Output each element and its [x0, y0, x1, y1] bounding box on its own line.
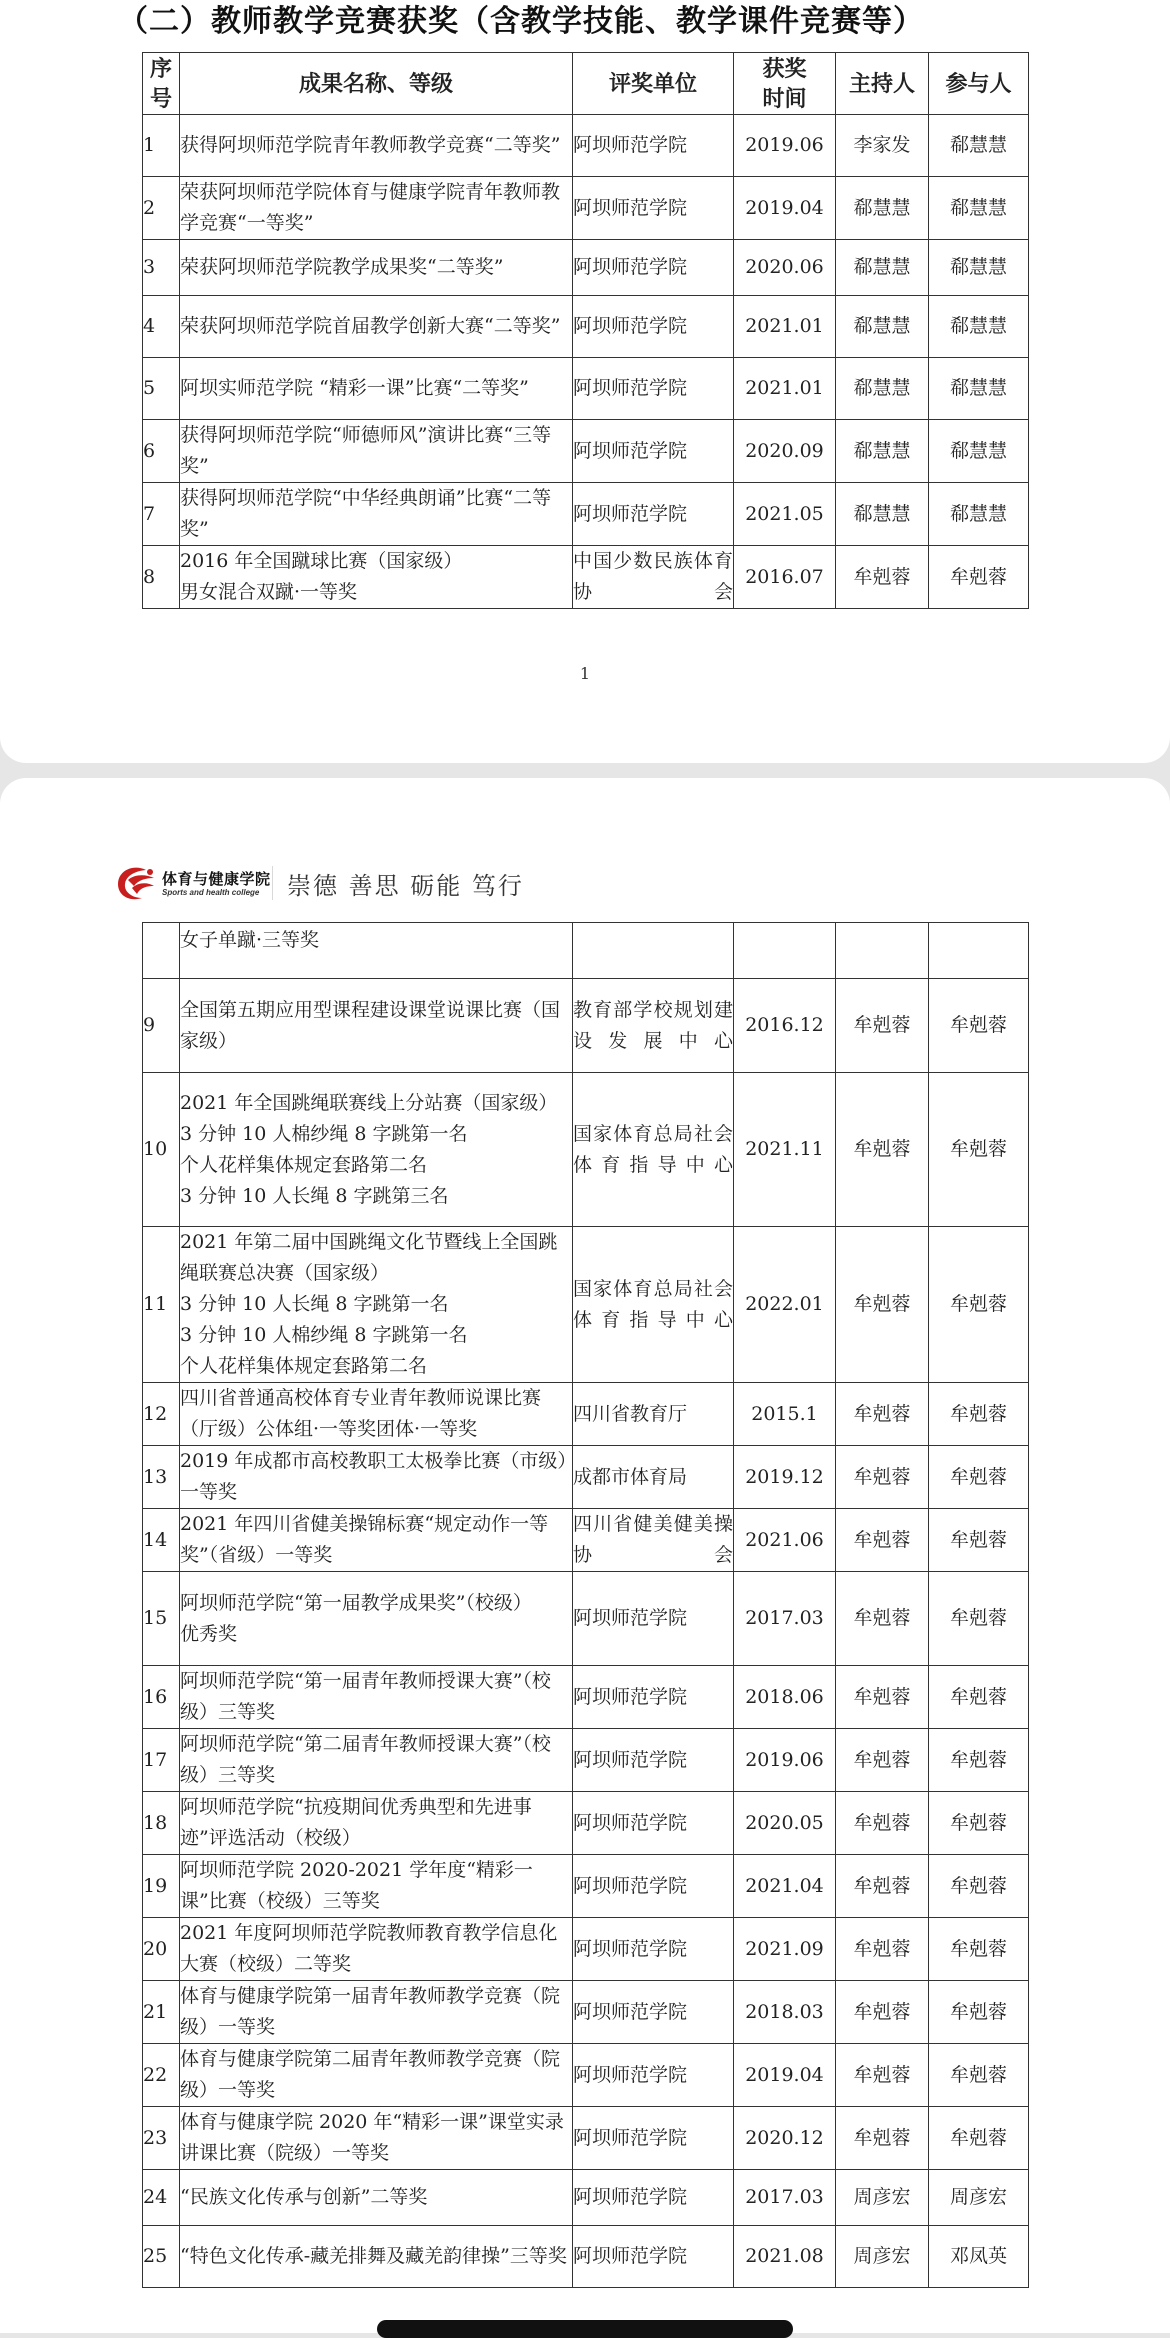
- cell-name: 2021 年全国跳绳联赛线上分站赛（国家级） 3 分钟 10 人棉纱绳 8 字跳第一名 个人花样集体规定套路第二名 3 分钟 10 人长绳 8 字跳第三名: [180, 1073, 573, 1227]
- cell-unit: 阿坝师范学院: [573, 1981, 734, 2044]
- table-header-row: [143, 53, 1029, 115]
- logo-text: 体育与健康学院: [162, 870, 271, 888]
- cell-time: 2021.01: [734, 296, 836, 358]
- cell-unit: 阿坝师范学院: [573, 1855, 734, 1918]
- cell-participant: 牟剋蓉: [929, 1227, 1029, 1383]
- page-number: 1: [579, 664, 591, 683]
- table-row: [143, 177, 1029, 240]
- cell-name: 阿坝师范学院“抗疫期间优秀典型和先进事迹”评选活动（校级）: [180, 1792, 573, 1855]
- cell-name: 荣获阿坝师范学院首届教学创新大赛“二等奖”: [180, 296, 573, 358]
- cell-participant: 牟剋蓉: [929, 1383, 1029, 1446]
- cell-no: 21: [143, 1981, 180, 2044]
- cell-no: 11: [143, 1227, 180, 1383]
- table-row: [143, 483, 1029, 546]
- cell-host: [836, 923, 929, 979]
- cell-unit: 阿坝师范学院: [573, 483, 734, 546]
- table-row: [143, 1073, 1029, 1227]
- table-row: [143, 420, 1029, 483]
- cell-host: 郗慧慧: [836, 420, 929, 483]
- cell-unit: 阿坝师范学院: [573, 420, 734, 483]
- table-row: [143, 240, 1029, 296]
- section-title: （二）教师教学竞赛获奖（含教学技能、教学课件竞赛等）: [118, 4, 924, 39]
- awards-table-page-1: [142, 52, 1029, 609]
- cell-time: 2021.06: [734, 1509, 836, 1572]
- cell-host: 周彦宏: [836, 2226, 929, 2288]
- cell-name: 2019 年成都市高校教职工太极拳比赛（市级）一等奖: [180, 1446, 573, 1509]
- table-row: [143, 1572, 1029, 1666]
- cell-name: 阿坝师范学院“第一届青年教师授课大赛”（校级）三等奖: [180, 1666, 573, 1729]
- college-motto: 崇德 善思 砺能 笃行: [287, 872, 524, 900]
- cell-time: 2016.07: [734, 546, 836, 609]
- cell-host: 郗慧慧: [836, 296, 929, 358]
- cell-no: 17: [143, 1729, 180, 1792]
- cell-participant: 郗慧慧: [929, 240, 1029, 296]
- cell-time: 2020.12: [734, 2107, 836, 2170]
- table-row: [143, 1792, 1029, 1855]
- cell-unit: 阿坝师范学院: [573, 2044, 734, 2107]
- cell-unit: 四川省健美健美操协会: [573, 1509, 734, 1572]
- cell-no: 18: [143, 1792, 180, 1855]
- cell-participant: 牟剋蓉: [929, 1729, 1029, 1792]
- cell-host: 牟剋蓉: [836, 1981, 929, 2044]
- cell-name: 获得阿坝师范学院“师德师风”演讲比赛“三等奖”: [180, 420, 573, 483]
- college-logo: [112, 862, 271, 906]
- cell-time: 2019.12: [734, 1446, 836, 1509]
- cell-unit: 中国少数民族体育协会: [573, 546, 734, 609]
- cell-name: 荣获阿坝师范学院教学成果奖“二等奖”: [180, 240, 573, 296]
- cell-participant: [929, 923, 1029, 979]
- cell-unit: 阿坝师范学院: [573, 1572, 734, 1666]
- cell-unit: 阿坝师范学院: [573, 1792, 734, 1855]
- cell-no: 9: [143, 979, 180, 1073]
- cell-name: 女子单蹴·三等奖: [180, 923, 573, 979]
- header-participant: 参与人: [929, 53, 1029, 115]
- header-divider: [272, 866, 273, 900]
- cell-name: 2021 年第二届中国跳绳文化节暨线上全国跳绳联赛总决赛（国家级） 3 分钟 10 人长绳 8 字跳第一名 3 分钟 10 人棉纱绳 8 字跳第一名 个人花样集体规定套路第二名: [180, 1227, 573, 1383]
- cell-no: 10: [143, 1073, 180, 1227]
- cell-participant: 牟剋蓉: [929, 1073, 1029, 1227]
- table-row: [143, 1918, 1029, 1981]
- logo-subtitle: Sports and health college: [162, 888, 260, 897]
- cell-host: 李家发: [836, 115, 929, 177]
- cell-host: 郗慧慧: [836, 483, 929, 546]
- table-row: [143, 115, 1029, 177]
- cell-no: 4: [143, 296, 180, 358]
- cell-no: 5: [143, 358, 180, 420]
- document-page-1: [0, 0, 1170, 763]
- cell-participant: 牟剋蓉: [929, 1855, 1029, 1918]
- cell-name: 获得阿坝师范学院青年教师教学竞赛“二等奖”: [180, 115, 573, 177]
- cell-participant: 牟剋蓉: [929, 1509, 1029, 1572]
- cell-no: 23: [143, 2107, 180, 2170]
- cell-no: 1: [143, 115, 180, 177]
- cell-time: [734, 923, 836, 979]
- table-row-continuation: [143, 923, 1029, 979]
- table-row: [143, 1855, 1029, 1918]
- cell-host: 牟剋蓉: [836, 1227, 929, 1383]
- cell-participant: 郗慧慧: [929, 483, 1029, 546]
- table-row: [143, 1666, 1029, 1729]
- cell-unit: 成都市体育局: [573, 1446, 734, 1509]
- cell-no: [143, 923, 180, 979]
- table-row: [143, 2107, 1029, 2170]
- table-row: [143, 546, 1029, 609]
- cell-time: 2021.04: [734, 1855, 836, 1918]
- cell-participant: 牟剋蓉: [929, 2107, 1029, 2170]
- cell-participant: 牟剋蓉: [929, 1981, 1029, 2044]
- cell-name: 四川省普通高校体育专业青年教师说课比赛（厅级）公体组·一等奖团体·一等奖: [180, 1383, 573, 1446]
- cell-participant: 郗慧慧: [929, 177, 1029, 240]
- cell-time: 2017.03: [734, 2170, 836, 2226]
- cell-name: 2021 年四川省健美操锦标赛“规定动作一等奖”（省级）一等奖: [180, 1509, 573, 1572]
- cell-participant: 牟剋蓉: [929, 546, 1029, 609]
- cell-unit: 阿坝师范学院: [573, 2226, 734, 2288]
- cell-unit: 阿坝师范学院: [573, 1729, 734, 1792]
- table-row: [143, 1509, 1029, 1572]
- cell-no: 22: [143, 2044, 180, 2107]
- cell-name: 获得阿坝师范学院“中华经典朗诵”比赛“二等奖”: [180, 483, 573, 546]
- cell-time: 2016.12: [734, 979, 836, 1073]
- header-time: 获奖 时间: [734, 53, 836, 115]
- cell-participant: 郗慧慧: [929, 296, 1029, 358]
- cell-unit: 四川省教育厅: [573, 1383, 734, 1446]
- cell-time: 2021.11: [734, 1073, 836, 1227]
- cell-participant: 牟剋蓉: [929, 2044, 1029, 2107]
- table-row: [143, 2226, 1029, 2288]
- cell-name: 荣获阿坝师范学院体育与健康学院青年教师教学竞赛“一等奖”: [180, 177, 573, 240]
- cell-name: 2021 年度阿坝师范学院教师教育教学信息化大赛（校级）二等奖: [180, 1918, 573, 1981]
- cell-participant: 郗慧慧: [929, 420, 1029, 483]
- cell-time: 2018.06: [734, 1666, 836, 1729]
- cell-time: 2019.06: [734, 1729, 836, 1792]
- cell-name: “特色文化传承-藏羌排舞及藏羌韵律操”三等奖: [180, 2226, 573, 2288]
- cell-no: 12: [143, 1383, 180, 1446]
- cell-no: 13: [143, 1446, 180, 1509]
- cell-participant: 周彦宏: [929, 2170, 1029, 2226]
- awards-table-page-2: [142, 922, 1029, 2288]
- cell-name: 体育与健康学院 2020 年“精彩一课”课堂实录讲课比赛（院级）一等奖: [180, 2107, 573, 2170]
- cell-participant: 牟剋蓉: [929, 1792, 1029, 1855]
- cell-no: 3: [143, 240, 180, 296]
- cell-unit: 国家体育总局社会体育指导中心: [573, 1073, 734, 1227]
- cell-host: 牟剋蓉: [836, 1073, 929, 1227]
- cell-unit: 阿坝师范学院: [573, 1666, 734, 1729]
- header-host: 主持人: [836, 53, 929, 115]
- cell-host: 牟剋蓉: [836, 1666, 929, 1729]
- cell-name: 阿坝实师范学院 “精彩一课”比赛“二等奖”: [180, 358, 573, 420]
- cell-host: 牟剋蓉: [836, 2107, 929, 2170]
- cell-unit: 阿坝师范学院: [573, 358, 734, 420]
- cell-host: 牟剋蓉: [836, 1446, 929, 1509]
- cell-unit: 阿坝师范学院: [573, 2170, 734, 2226]
- cell-unit: 国家体育总局社会体育指导中心: [573, 1227, 734, 1383]
- table-row: [143, 1446, 1029, 1509]
- cell-unit: [573, 923, 734, 979]
- cell-name: 全国第五期应用型课程建设课堂说课比赛（国家级）: [180, 979, 573, 1073]
- cell-name: “民族文化传承与创新”二等奖: [180, 2170, 573, 2226]
- cell-time: 2022.01: [734, 1227, 836, 1383]
- cell-name: 体育与健康学院第一届青年教师教学竞赛（院级）一等奖: [180, 1981, 573, 2044]
- cell-name: 阿坝师范学院“第二届青年教师授课大赛”（校级）三等奖: [180, 1729, 573, 1792]
- cell-no: 19: [143, 1855, 180, 1918]
- cell-participant: 郗慧慧: [929, 115, 1029, 177]
- college-emblem-icon: [112, 864, 160, 904]
- cell-time: 2018.03: [734, 1981, 836, 2044]
- cell-participant: 牟剋蓉: [929, 979, 1029, 1073]
- header-unit: 评奖单位: [573, 53, 734, 115]
- cell-host: 郗慧慧: [836, 358, 929, 420]
- cell-no: 2: [143, 177, 180, 240]
- cell-host: 郗慧慧: [836, 240, 929, 296]
- cell-participant: 邓凤英: [929, 2226, 1029, 2288]
- cell-time: 2019.04: [734, 177, 836, 240]
- cell-time: 2020.06: [734, 240, 836, 296]
- table-row: [143, 1729, 1029, 1792]
- home-indicator[interactable]: [377, 2320, 793, 2338]
- cell-no: 16: [143, 1666, 180, 1729]
- cell-name: 2016 年全国蹴球比赛（国家级） 男女混合双蹴·一等奖: [180, 546, 573, 609]
- cell-no: 6: [143, 420, 180, 483]
- cell-host: 牟剋蓉: [836, 1792, 929, 1855]
- cell-no: 25: [143, 2226, 180, 2288]
- table-row: [143, 296, 1029, 358]
- cell-host: 牟剋蓉: [836, 2044, 929, 2107]
- cell-unit: 阿坝师范学院: [573, 177, 734, 240]
- cell-no: 15: [143, 1572, 180, 1666]
- table-row: [143, 358, 1029, 420]
- cell-host: 牟剋蓉: [836, 979, 929, 1073]
- cell-time: 2021.09: [734, 1918, 836, 1981]
- cell-host: 牟剋蓉: [836, 1729, 929, 1792]
- table-row: [143, 2170, 1029, 2226]
- cell-no: 24: [143, 2170, 180, 2226]
- cell-unit: 教育部学校规划建设发展中心: [573, 979, 734, 1073]
- table-row: [143, 1383, 1029, 1446]
- cell-unit: 阿坝师范学院: [573, 240, 734, 296]
- cell-name: 体育与健康学院第二届青年教师教学竞赛（院级）一等奖: [180, 2044, 573, 2107]
- cell-host: 郗慧慧: [836, 177, 929, 240]
- cell-no: 7: [143, 483, 180, 546]
- cell-host: 牟剋蓉: [836, 1572, 929, 1666]
- cell-host: 牟剋蓉: [836, 546, 929, 609]
- cell-participant: 牟剋蓉: [929, 1918, 1029, 1981]
- header-no: 序 号: [143, 53, 180, 115]
- cell-unit: 阿坝师范学院: [573, 115, 734, 177]
- cell-time: 2019.06: [734, 115, 836, 177]
- cell-unit: 阿坝师范学院: [573, 2107, 734, 2170]
- table-row: [143, 2044, 1029, 2107]
- cell-participant: 牟剋蓉: [929, 1446, 1029, 1509]
- cell-name: 阿坝师范学院“第一届教学成果奖”（校级） 优秀奖: [180, 1572, 573, 1666]
- cell-participant: 牟剋蓉: [929, 1572, 1029, 1666]
- cell-time: 2020.09: [734, 420, 836, 483]
- cell-time: 2021.01: [734, 358, 836, 420]
- cell-host: 周彦宏: [836, 2170, 929, 2226]
- cell-time: 2015.1: [734, 1383, 836, 1446]
- cell-no: 14: [143, 1509, 180, 1572]
- cell-participant: 牟剋蓉: [929, 1666, 1029, 1729]
- cell-host: 牟剋蓉: [836, 1509, 929, 1572]
- cell-time: 2021.08: [734, 2226, 836, 2288]
- cell-host: 牟剋蓉: [836, 1383, 929, 1446]
- table-row: [143, 979, 1029, 1073]
- table-row: [143, 1981, 1029, 2044]
- cell-time: 2020.05: [734, 1792, 836, 1855]
- cell-no: 20: [143, 1918, 180, 1981]
- document-page-2: [0, 778, 1170, 2333]
- cell-time: 2019.04: [734, 2044, 836, 2107]
- cell-host: 牟剋蓉: [836, 1918, 929, 1981]
- cell-unit: 阿坝师范学院: [573, 1918, 734, 1981]
- cell-time: 2017.03: [734, 1572, 836, 1666]
- cell-unit: 阿坝师范学院: [573, 296, 734, 358]
- header-name: 成果名称、等级: [180, 53, 573, 115]
- cell-name: 阿坝师范学院 2020-2021 学年度“精彩一课”比赛（校级）三等奖: [180, 1855, 573, 1918]
- cell-no: 8: [143, 546, 180, 609]
- cell-host: 牟剋蓉: [836, 1855, 929, 1918]
- cell-participant: 郗慧慧: [929, 358, 1029, 420]
- cell-time: 2021.05: [734, 483, 836, 546]
- table-row: [143, 1227, 1029, 1383]
